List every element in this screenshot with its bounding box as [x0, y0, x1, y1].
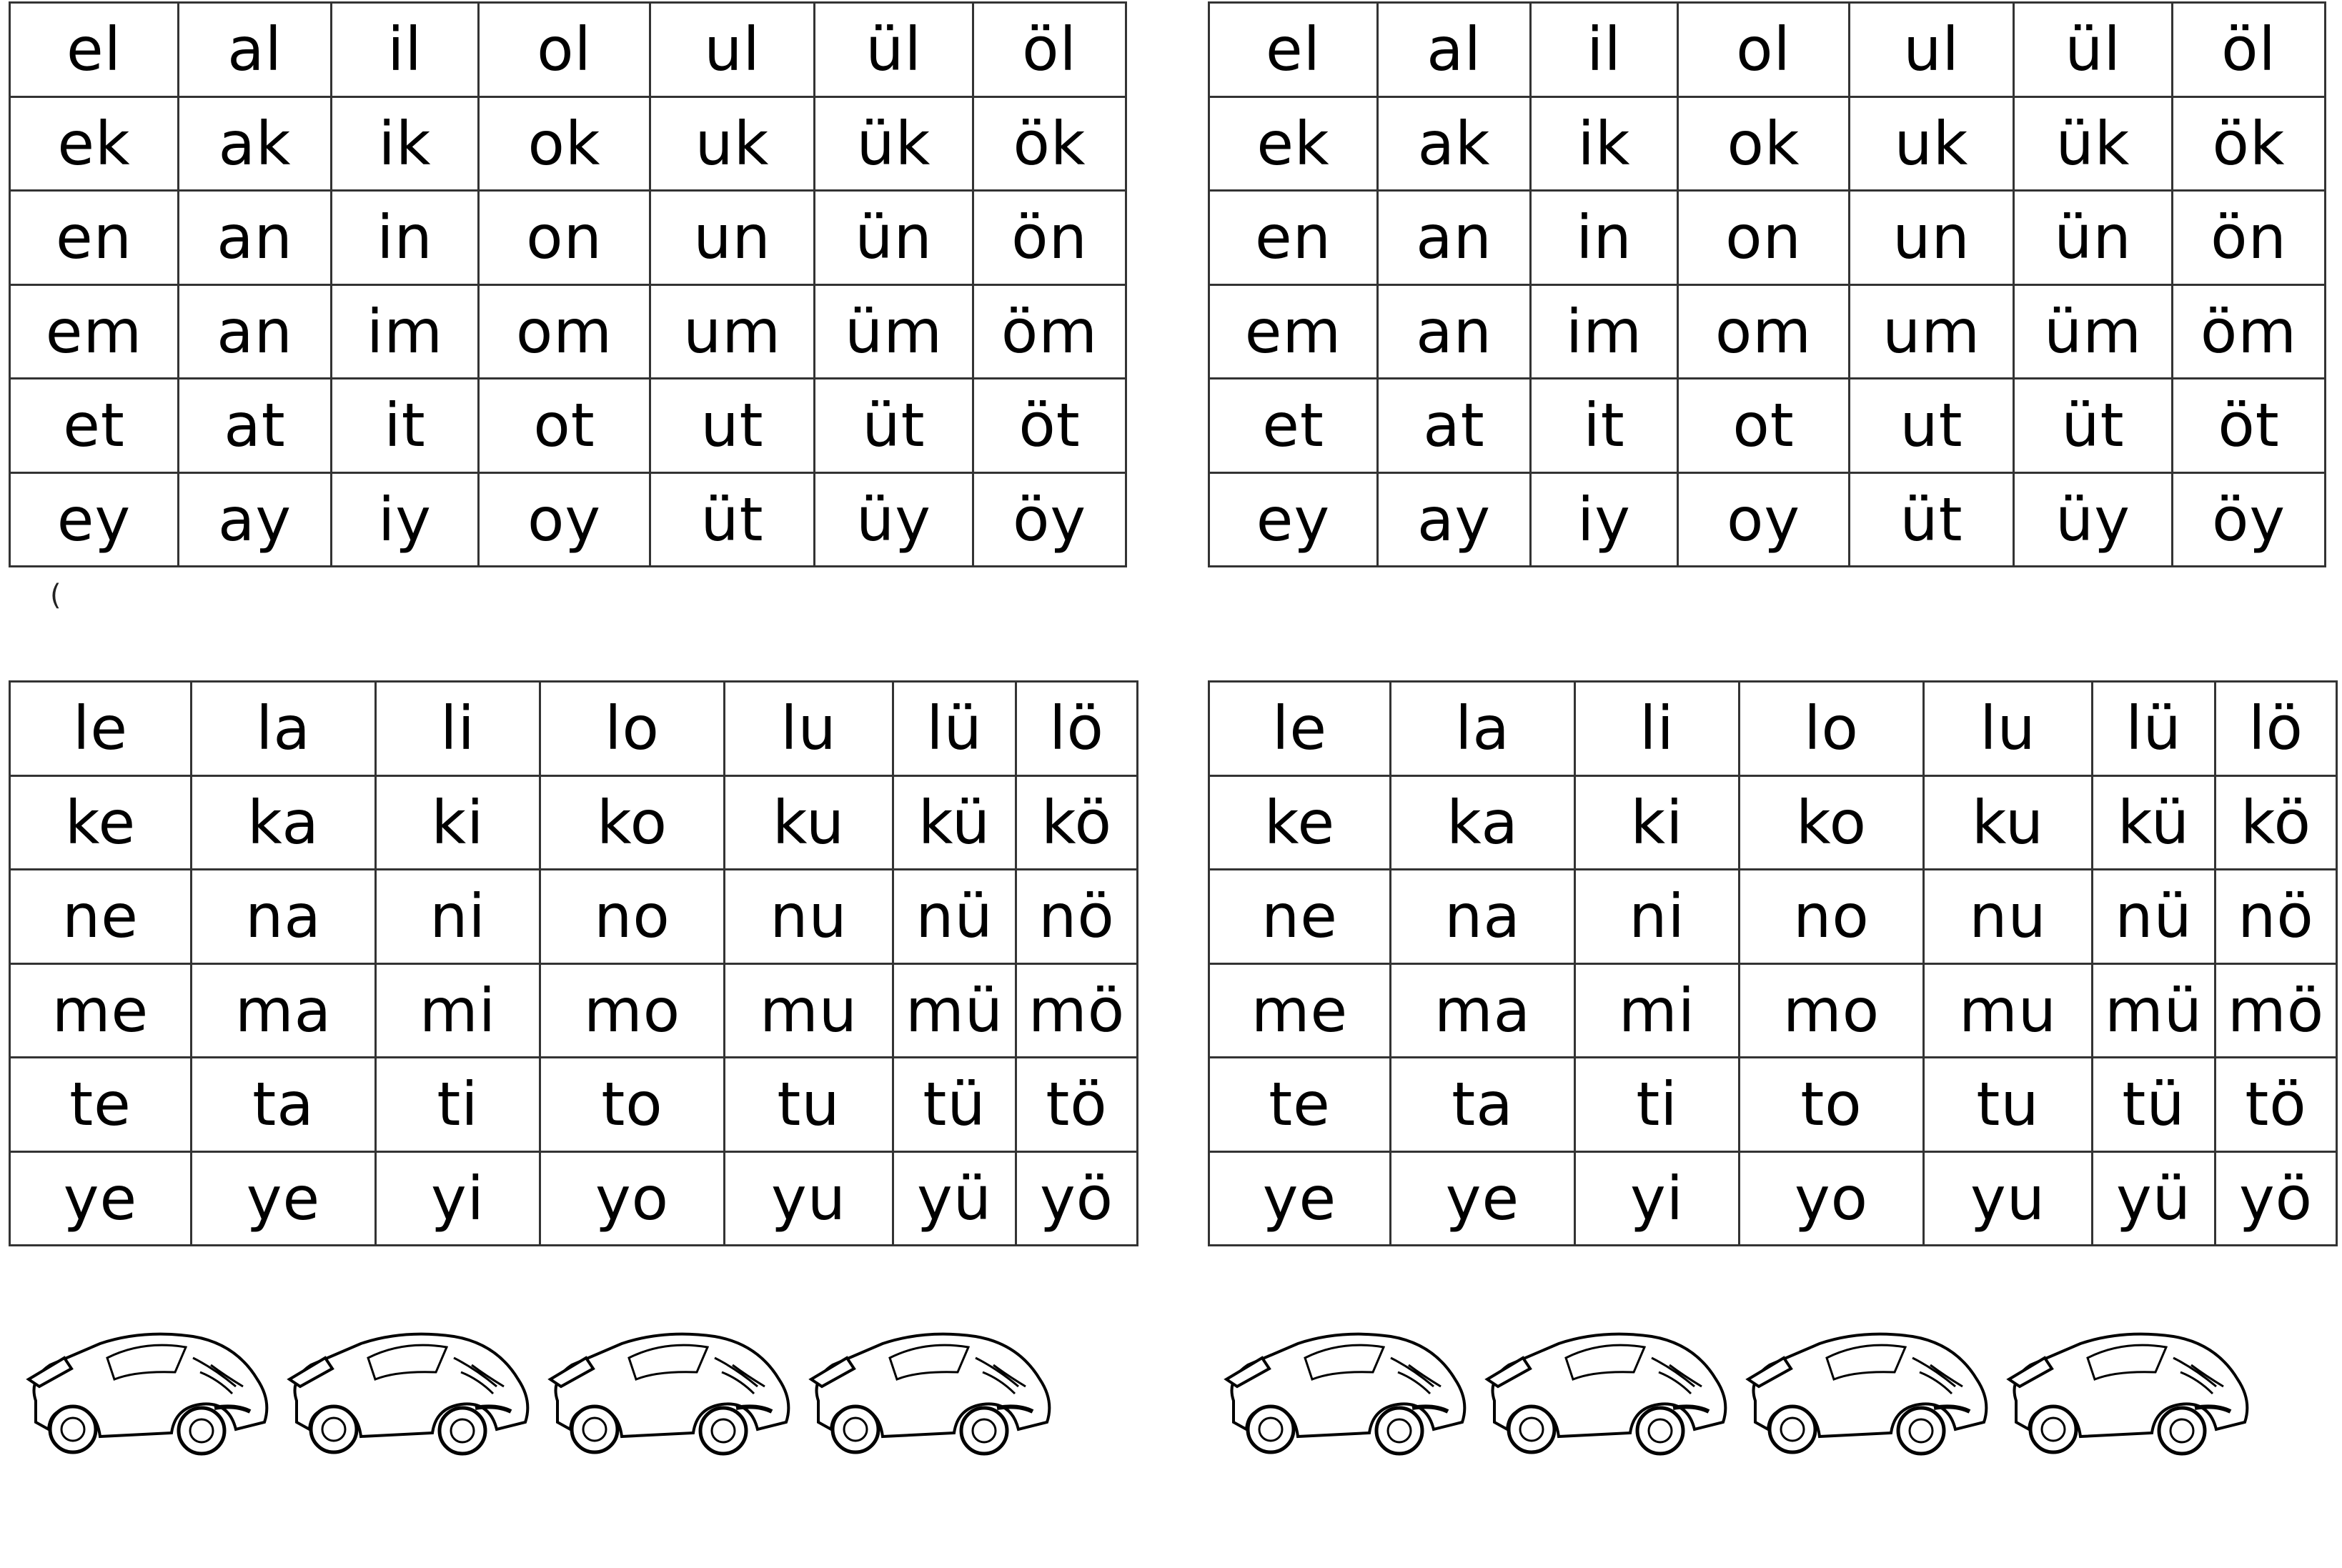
syllable-cell: om [1678, 284, 1850, 379]
syllable-cell: ku [1924, 775, 2093, 870]
syllable-cell: ik [1531, 96, 1678, 191]
syllable-cell: ot [479, 379, 650, 473]
syllable-cell: at [179, 379, 332, 473]
syllable-cell: tü [893, 1058, 1016, 1152]
syllable-row [10, 682, 1138, 776]
syllable-cell: kö [1016, 775, 1138, 870]
syllable-cell: yu [1924, 1151, 2093, 1246]
syllable-cell: la [192, 682, 376, 776]
syllable-row [10, 3, 1126, 97]
syllable-cell: nü [2093, 870, 2216, 964]
syllable-cell: üm [815, 284, 973, 379]
syllable-cell: öy [973, 472, 1126, 567]
syllable-cell: im [1531, 284, 1678, 379]
syllable-cell: lu [725, 682, 893, 776]
syllable-cell: me [1209, 963, 1391, 1058]
race-car-icon [2009, 1334, 2247, 1454]
syllable-cell: lü [893, 682, 1016, 776]
syllable-cell: ti [1575, 1058, 1740, 1152]
syllable-cell: ök [973, 96, 1126, 191]
syllable-cell: el [1209, 3, 1378, 97]
syllable-row [1209, 284, 2326, 379]
syllable-cell: ey [10, 472, 179, 567]
syllable-row [10, 379, 1126, 473]
syllable-cell: tu [1924, 1058, 2093, 1152]
syllable-cell: ök [2173, 96, 2326, 191]
syllable-cell: ul [650, 3, 815, 97]
syllable-cell: tö [2216, 1058, 2337, 1152]
syllable-cell: al [1378, 3, 1531, 97]
syllable-row [10, 191, 1126, 285]
syllable-row [10, 472, 1126, 567]
race-car-icon [811, 1334, 1049, 1454]
syllable-cell: in [332, 191, 479, 285]
syllable-cell: mi [376, 963, 540, 1058]
syllable-cell: öl [2173, 3, 2326, 97]
syllable-cell: üy [815, 472, 973, 567]
syllable-cell: um [650, 284, 815, 379]
syllable-row [1209, 191, 2326, 285]
stray-mark: ( [50, 579, 61, 612]
race-car-icon [289, 1334, 527, 1454]
syllable-cell: em [1209, 284, 1378, 379]
syllable-cell: le [1209, 682, 1391, 776]
syllable-cell: kö [2216, 775, 2337, 870]
syllable-cell: mi [1575, 963, 1740, 1058]
syllable-cell: ye [1391, 1151, 1575, 1246]
syllable-cell: ul [1850, 3, 2014, 97]
syllable-cell: li [1575, 682, 1740, 776]
syllable-cell: ka [1391, 775, 1575, 870]
syllable-cell: ut [1850, 379, 2014, 473]
syllable-cell: öt [2173, 379, 2326, 473]
syllable-row [10, 1058, 1138, 1152]
syllable-cell: yo [540, 1151, 725, 1246]
syllable-cell: üy [2014, 472, 2173, 567]
syllable-cell: an [179, 191, 332, 285]
syllable-cell: on [479, 191, 650, 285]
syllable-cell: on [1678, 191, 1850, 285]
syllable-cell: om [479, 284, 650, 379]
syllable-row [1209, 1058, 2337, 1152]
syllable-cell: un [1850, 191, 2014, 285]
syllable-cell: tu [725, 1058, 893, 1152]
syllable-grid-bottom-right [1208, 680, 2338, 1246]
syllable-cell: ye [1209, 1151, 1391, 1246]
syllable-row [1209, 379, 2326, 473]
syllable-row [1209, 682, 2337, 776]
syllable-cell: yo [1740, 1151, 1924, 1246]
race-car-icon [29, 1334, 267, 1454]
syllable-cell: uk [650, 96, 815, 191]
syllable-grid-top-right [1208, 1, 2326, 567]
syllable-cell: lö [2216, 682, 2337, 776]
syllable-cell: en [10, 191, 179, 285]
syllable-cell: yö [2216, 1151, 2337, 1246]
syllable-row [1209, 472, 2326, 567]
syllable-grid-bottom-left [9, 680, 1138, 1246]
syllable-cell: mü [2093, 963, 2216, 1058]
syllable-cell: mö [2216, 963, 2337, 1058]
syllable-cell: oy [479, 472, 650, 567]
syllable-row [1209, 775, 2337, 870]
syllable-cell: üm [2014, 284, 2173, 379]
syllable-cell: ke [10, 775, 192, 870]
syllable-cell: ak [179, 96, 332, 191]
syllable-cell: at [1378, 379, 1531, 473]
syllable-cell: öl [973, 3, 1126, 97]
syllable-cell: nö [1016, 870, 1138, 964]
syllable-cell: te [10, 1058, 192, 1152]
syllable-grid-top-left [9, 1, 1127, 567]
syllable-cell: et [10, 379, 179, 473]
syllable-cell: no [540, 870, 725, 964]
syllable-cell: mö [1016, 963, 1138, 1058]
syllable-cell: te [1209, 1058, 1391, 1152]
syllable-cell: ke [1209, 775, 1391, 870]
syllable-cell: iy [332, 472, 479, 567]
syllable-cell: il [332, 3, 479, 97]
syllable-cell: ni [376, 870, 540, 964]
syllable-cell: tü [2093, 1058, 2216, 1152]
syllable-cell: nu [725, 870, 893, 964]
syllable-cell: ut [650, 379, 815, 473]
syllable-cell: un [650, 191, 815, 285]
syllable-cell: ül [815, 3, 973, 97]
syllable-row [10, 775, 1138, 870]
syllable-cell: me [10, 963, 192, 1058]
syllable-cell: yü [2093, 1151, 2216, 1246]
syllable-cell: uk [1850, 96, 2014, 191]
syllable-cell: öy [2173, 472, 2326, 567]
syllable-cell: ta [192, 1058, 376, 1152]
syllable-cell: an [1378, 284, 1531, 379]
syllable-cell: al [179, 3, 332, 97]
syllable-cell: ne [10, 870, 192, 964]
syllable-cell: to [540, 1058, 725, 1152]
syllable-cell: kü [893, 775, 1016, 870]
syllable-cell: oy [1678, 472, 1850, 567]
syllable-cell: nu [1924, 870, 2093, 964]
syllable-cell: to [1740, 1058, 1924, 1152]
syllable-cell: na [192, 870, 376, 964]
syllable-cell: it [332, 379, 479, 473]
syllable-cell: üt [815, 379, 973, 473]
syllable-cell: ka [192, 775, 376, 870]
race-car-illustrations-left [21, 1308, 1079, 1465]
syllable-row [10, 870, 1138, 964]
syllable-cell: yi [376, 1151, 540, 1246]
syllable-cell: mo [1740, 963, 1924, 1058]
syllable-cell: in [1531, 191, 1678, 285]
syllable-cell: ül [2014, 3, 2173, 97]
syllable-cell: nü [893, 870, 1016, 964]
syllable-cell: mo [540, 963, 725, 1058]
syllable-row [1209, 963, 2337, 1058]
syllable-cell: ok [479, 96, 650, 191]
syllable-cell: öt [973, 379, 1126, 473]
syllable-cell: ye [10, 1151, 192, 1246]
syllable-cell: ay [1378, 472, 1531, 567]
syllable-row [1209, 3, 2326, 97]
syllable-row [1209, 96, 2326, 191]
syllable-cell: ay [179, 472, 332, 567]
syllable-cell: yi [1575, 1151, 1740, 1246]
syllable-row [10, 96, 1126, 191]
syllable-cell: lu [1924, 682, 2093, 776]
syllable-cell: ön [973, 191, 1126, 285]
syllable-cell: ük [2014, 96, 2173, 191]
syllable-cell: an [1378, 191, 1531, 285]
syllable-cell: an [179, 284, 332, 379]
syllable-cell: im [332, 284, 479, 379]
syllable-row [10, 963, 1138, 1058]
syllable-cell: öm [2173, 284, 2326, 379]
syllable-cell: um [1850, 284, 2014, 379]
syllable-cell: lo [540, 682, 725, 776]
syllable-row [1209, 870, 2337, 964]
syllable-cell: mü [893, 963, 1016, 1058]
syllable-row [10, 284, 1126, 379]
syllable-cell: iy [1531, 472, 1678, 567]
syllable-cell: ko [540, 775, 725, 870]
syllable-cell: ku [725, 775, 893, 870]
race-car-icon [1487, 1334, 1725, 1454]
syllable-cell: ki [1575, 775, 1740, 870]
syllable-cell: öm [973, 284, 1126, 379]
race-car-icon [550, 1334, 788, 1454]
syllable-cell: ti [376, 1058, 540, 1152]
syllable-cell: tö [1016, 1058, 1138, 1152]
syllable-cell: ma [1391, 963, 1575, 1058]
syllable-cell: mu [725, 963, 893, 1058]
syllable-cell: le [10, 682, 192, 776]
syllable-cell: ey [1209, 472, 1378, 567]
syllable-cell: la [1391, 682, 1575, 776]
syllable-cell: üt [2014, 379, 2173, 473]
syllable-cell: ek [1209, 96, 1378, 191]
syllable-cell: ne [1209, 870, 1391, 964]
syllable-cell: üt [1850, 472, 2014, 567]
syllable-cell: ko [1740, 775, 1924, 870]
syllable-cell: em [10, 284, 179, 379]
syllable-cell: ot [1678, 379, 1850, 473]
syllable-cell: et [1209, 379, 1378, 473]
syllable-cell: ün [815, 191, 973, 285]
syllable-cell: üt [650, 472, 815, 567]
syllable-cell: lo [1740, 682, 1924, 776]
race-car-illustrations-right [1219, 1308, 2277, 1465]
syllable-cell: kü [2093, 775, 2216, 870]
syllable-cell: it [1531, 379, 1678, 473]
syllable-cell: lö [1016, 682, 1138, 776]
syllable-cell: ük [815, 96, 973, 191]
syllable-cell: en [1209, 191, 1378, 285]
syllable-cell: ma [192, 963, 376, 1058]
syllable-cell: lü [2093, 682, 2216, 776]
syllable-cell: ol [1678, 3, 1850, 97]
syllable-cell: el [10, 3, 179, 97]
syllable-cell: ün [2014, 191, 2173, 285]
syllable-cell: ön [2173, 191, 2326, 285]
syllable-cell: ik [332, 96, 479, 191]
syllable-cell: ek [10, 96, 179, 191]
syllable-cell: mu [1924, 963, 2093, 1058]
syllable-cell: ki [376, 775, 540, 870]
syllable-cell: il [1531, 3, 1678, 97]
syllable-cell: ta [1391, 1058, 1575, 1152]
syllable-cell: na [1391, 870, 1575, 964]
syllable-cell: no [1740, 870, 1924, 964]
race-car-icon [1748, 1334, 1986, 1454]
syllable-cell: li [376, 682, 540, 776]
syllable-row [1209, 1151, 2337, 1246]
syllable-cell: ok [1678, 96, 1850, 191]
race-car-icon [1226, 1334, 1464, 1454]
syllable-cell: ye [192, 1151, 376, 1246]
syllable-cell: ni [1575, 870, 1740, 964]
syllable-cell: nö [2216, 870, 2337, 964]
syllable-row [10, 1151, 1138, 1246]
syllable-cell: yö [1016, 1151, 1138, 1246]
syllable-cell: ak [1378, 96, 1531, 191]
syllable-cell: yu [725, 1151, 893, 1246]
syllable-cell: ol [479, 3, 650, 97]
syllable-cell: yü [893, 1151, 1016, 1246]
